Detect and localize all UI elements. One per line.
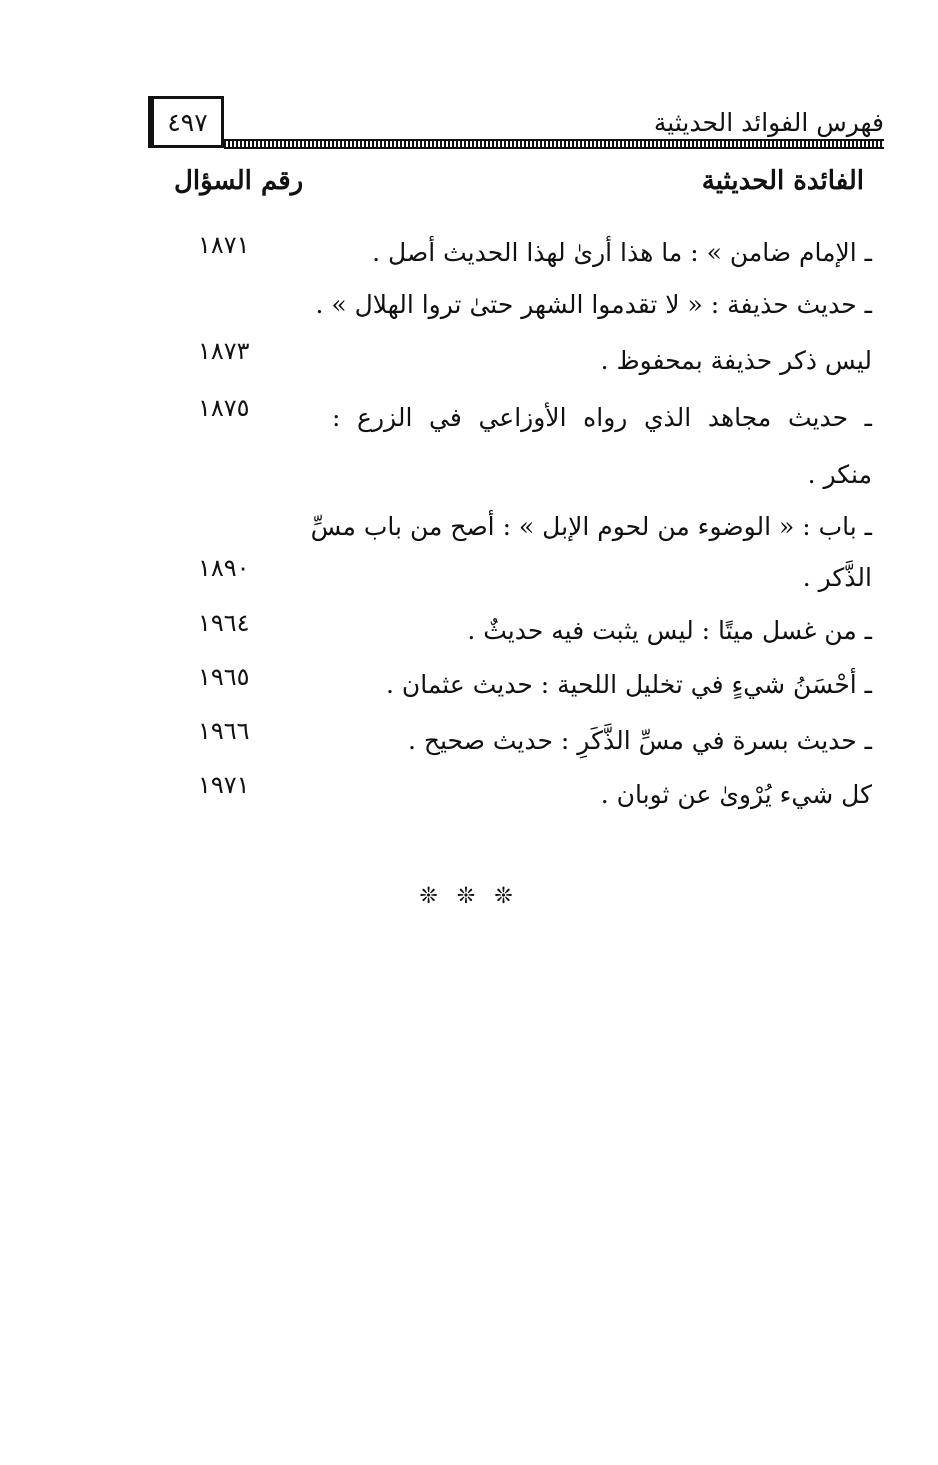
entry-line: ـ حديث مجاهد الذي رواه الأوزاعي في الزرع :: [332, 403, 872, 432]
question-number: ١٨٧٥: [198, 394, 250, 422]
question-number: ١٩٦٦: [198, 717, 250, 745]
entry-line: ـ باب : « الوضوء من لحوم الإبل » : أصح من باب مسِّ: [310, 512, 872, 541]
end-ornament: ❊ ❊ ❊: [419, 884, 519, 909]
entry-line: الذَّكر .: [802, 563, 872, 592]
entry-line: ـ من غسل ميتًا : ليس يثبت فيه حديثٌ .: [467, 616, 872, 645]
entry-line: منكر .: [807, 460, 872, 489]
entry-line: ـ حديث بسرة في مسِّ الذَّكَرِ : حديث صحيح .: [407, 726, 872, 755]
question-number: ١٨٧١: [198, 231, 250, 259]
entry-line: ـ الإمام ضامن » : ما هذا أرىٰ لهذا الحديث أصل .: [372, 238, 872, 267]
question-number: ١٩٦٤: [198, 609, 250, 637]
question-number: ١٨٧٣: [198, 337, 250, 365]
page-number: ٤٩٧: [148, 96, 224, 148]
entry-line: ـ أحْسَنُ شيءٍ في تخليل اللحية : حديث عثمان .: [385, 670, 872, 699]
running-title: فهرس الفوائد الحديثية: [653, 108, 884, 137]
column-heading-question-number: رقم السؤال: [174, 166, 304, 196]
column-heading-benefit: الفائدة الحديثية: [701, 166, 864, 196]
header-rule: [224, 139, 884, 149]
entry-line: ـ حديث حذيفة : « لا تقدموا الشهر حتىٰ تروا الهلال » .: [315, 290, 872, 319]
entry-line: ليس ذكر حذيفة بمحفوظ .: [600, 346, 872, 375]
question-number: ١٩٧١: [198, 771, 250, 799]
entry-line: كل شيء يُرْوىٰ عن ثوبان .: [600, 780, 872, 809]
question-number: ١٨٩٠: [198, 554, 250, 582]
question-number: ١٩٦٥: [198, 663, 250, 691]
